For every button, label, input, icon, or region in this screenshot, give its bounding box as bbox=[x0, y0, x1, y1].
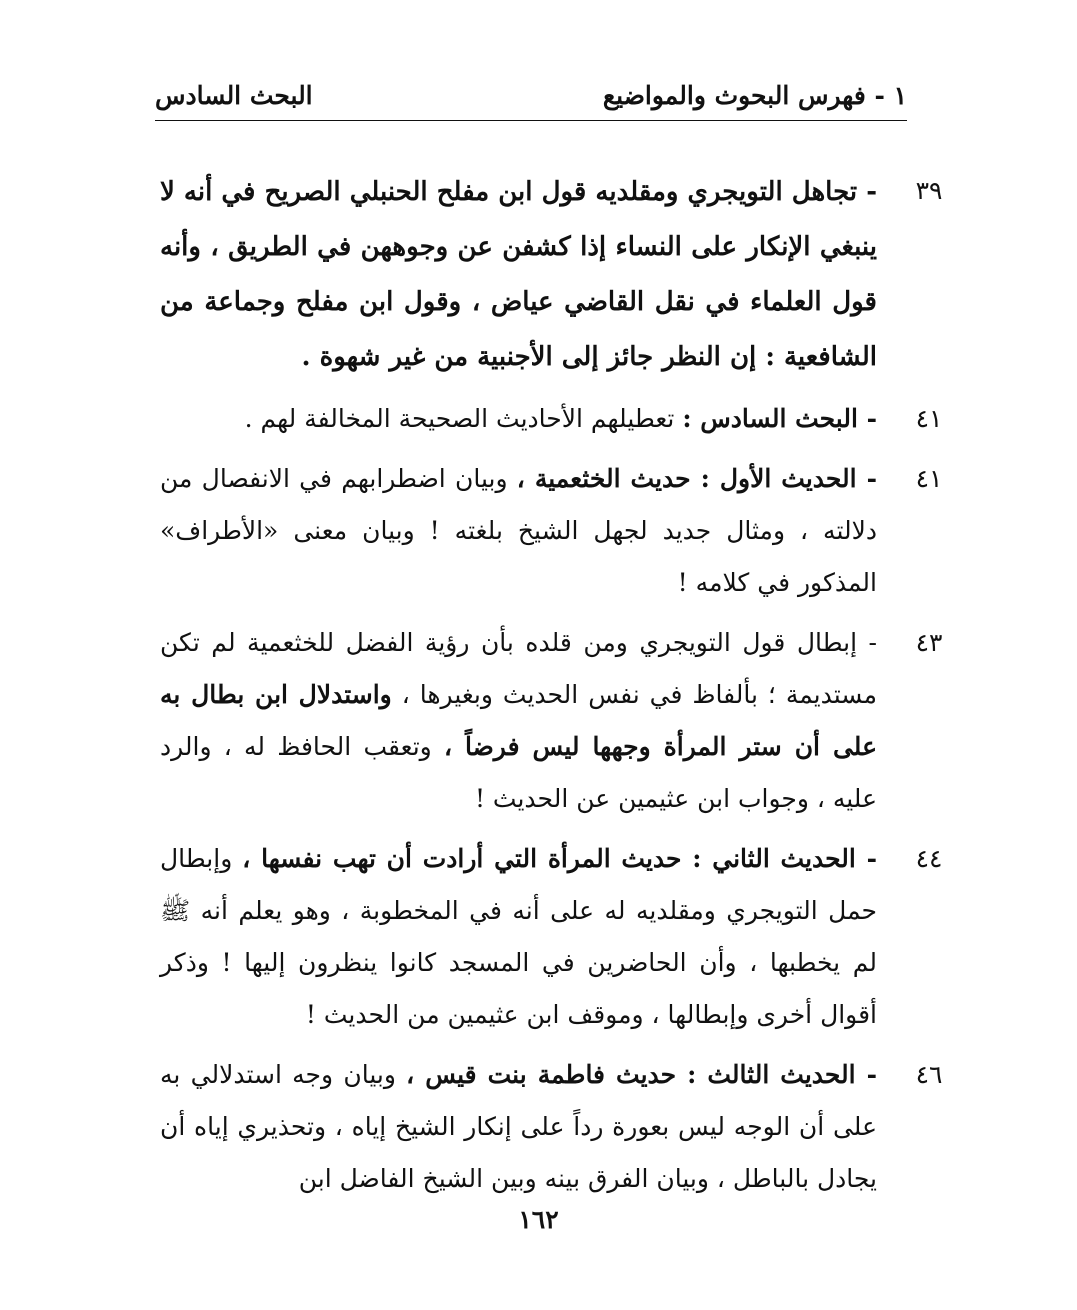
entry-description: وبيان وجه استدلالي به على أن الوجه ليس بعورة رداً على إنكار الشيخ إياه ، وتحذيري إياه أن يجادل بالباطل ، وبيان الفرق بينه وبين الشيخ الفاضل ابن bbox=[160, 1060, 877, 1193]
entry-page-number: ٤٦ bbox=[915, 1060, 943, 1089]
index-entry bbox=[160, 393, 943, 445]
entry-page-number: ٤١ bbox=[915, 464, 943, 493]
entry-description: وبيان اضطرابهم في الانفصال من دلالته ، ومثال جديد لجهل الشيخ بلغته ! وبيان معنى «الأطراف» المذكور في كلامه ! bbox=[160, 464, 877, 597]
entry-description: تعطيلهم الأحاديث الصحيحة المخالفة لهم . bbox=[244, 404, 683, 433]
index-entries bbox=[160, 165, 943, 1213]
entry-description-end: وتعقب الحافظ له ، والرد عليه ، وجواب ابن عثيمين عن الحديث ! bbox=[160, 732, 877, 813]
entry-text bbox=[160, 453, 877, 609]
entry-heading: - الحديث الأول : حديث الخثعمية ، bbox=[516, 464, 877, 493]
entry-text bbox=[160, 833, 877, 1041]
entry-text bbox=[160, 617, 877, 825]
index-entry bbox=[160, 1049, 943, 1205]
entry-page-number: ٤١ bbox=[915, 404, 943, 433]
entry-highlight: واستدلال ابن بطال به على أن ستر المرأة وجهها ليس فرضاً ، bbox=[160, 680, 877, 761]
running-header bbox=[155, 72, 907, 112]
index-entry bbox=[160, 165, 943, 385]
index-entry bbox=[160, 453, 943, 609]
entry-heading: - البحث السادس : bbox=[682, 404, 877, 433]
entry-text bbox=[160, 393, 877, 445]
entry-page-number: ٤٣ bbox=[915, 628, 943, 657]
entry-description: وإبطال حمل التويجري ومقلديه له على أنه في المخطوبة ، وهو يعلم أنه ﷺ لم يخطبها ، وأن الحاضرين في المسجد كانوا ينظرون إليها ! وذكر أقوال أخرى وإبطالها ، وموقف ابن عثيمين من الحديث ! bbox=[160, 844, 877, 1029]
section-title: البحث السادس bbox=[155, 81, 313, 110]
entry-text bbox=[160, 1049, 877, 1205]
entry-page-number: ٤٤ bbox=[915, 844, 943, 873]
entry-description: - إبطال قول التويجري ومن قلده بأن رؤية الفضل للخثعمية لم تكن مستديمة ؛ بألفاظ في نفس الحديث وبغيرها ، bbox=[160, 628, 877, 709]
page-number: ١٦٢ bbox=[518, 1205, 559, 1234]
header-divider bbox=[155, 120, 907, 121]
entry-heading: - الحديث الثاني : حديث المرأة التي أرادت أن تهب نفسها ، bbox=[242, 844, 877, 873]
index-entry bbox=[160, 833, 943, 1041]
entry-text: - تجاهل التويجري ومقلديه قول ابن مفلح الحنبلي الصريح في أنه لا ينبغي الإنكار على النساء إذا كشفن عن وجوههن في الطريق ، وأنه قول العلماء في نقل القاضي عياض ، وقول ابن مفلح وجماعة من الشافعية : إن النظر جائز إلى الأجنبية من غير شهوة . bbox=[160, 177, 877, 372]
entry-heading: - الحديث الثالث : حديث فاطمة بنت قيس ، bbox=[406, 1060, 877, 1089]
entry-page-number: ٣٩ bbox=[915, 176, 943, 205]
index-entry bbox=[160, 617, 943, 825]
index-title: ١ - فهرس البحوث والمواضيع bbox=[602, 81, 907, 110]
